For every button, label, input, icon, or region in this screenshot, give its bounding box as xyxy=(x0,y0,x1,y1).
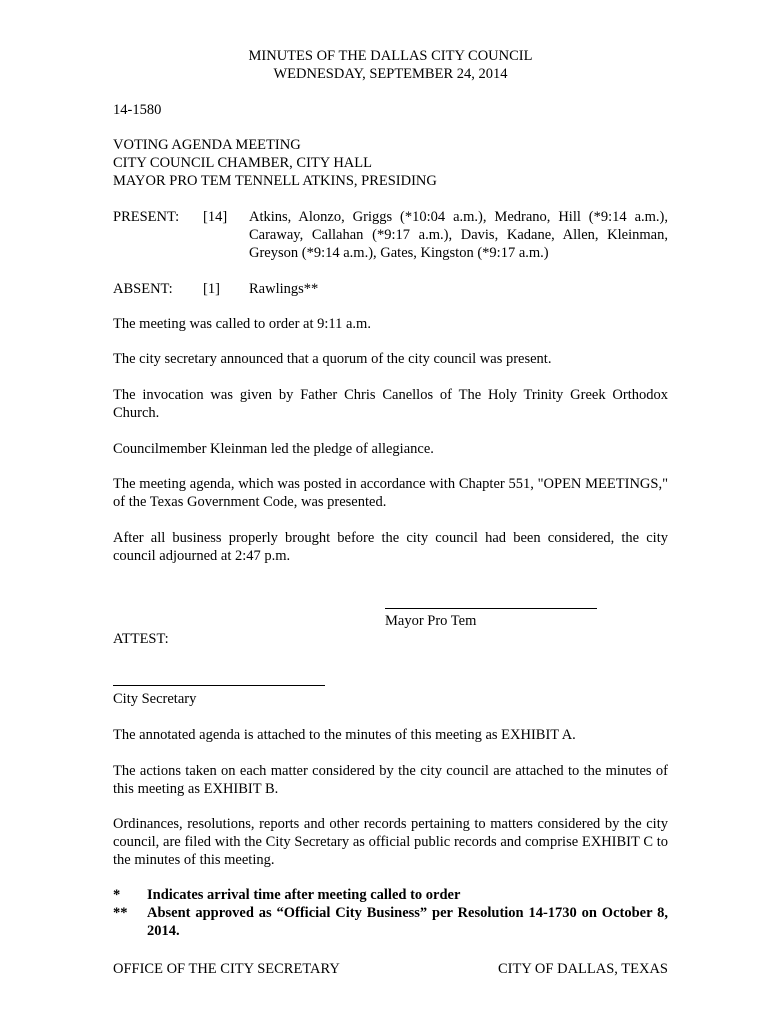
footnote-text: Absent approved as “Official City Business” per Resolution 14-1730 on October 8, 2014. xyxy=(147,905,668,939)
quorum-paragraph: The city secretary announced that a quorum of the city council was present. xyxy=(113,351,552,367)
exhibit-a-paragraph: The annotated agenda is attached to the minutes of this meeting as EXHIBIT A. xyxy=(113,727,576,743)
adjournment-paragraph: After all business properly brought before the city council had been considered, the city council adjourned at 2:47 p.m. xyxy=(113,530,668,564)
mayor-signature-label: Mayor Pro Tem xyxy=(385,613,477,629)
meeting-type: VOTING AGENDA MEETING xyxy=(113,137,301,153)
document-number: 14-1580 xyxy=(113,102,162,118)
footnote-item xyxy=(113,904,668,939)
invocation-paragraph: The invocation was given by Father Chris Canellos of The Holy Trinity Greek Orthodox Church. xyxy=(113,387,668,421)
present-names: Atkins, Alonzo, Griggs (*10:04 a.m.), Medrano, Hill (*9:14 a.m.), Caraway, Callahan (*9:17 a.m.), Davis, Kadane, Allen, Kleinman, Greyson (*9:14 a.m.), Gates, Kingston (*9:17 a.m.) xyxy=(249,209,668,261)
absent-row xyxy=(113,280,668,298)
present-count: [14] xyxy=(203,209,228,225)
document-date: WEDNESDAY, SEPTEMBER 24, 2014 xyxy=(273,66,508,82)
call-to-order-paragraph: The meeting was called to order at 9:11 a.m. xyxy=(113,316,371,332)
document-title: MINUTES OF THE DALLAS CITY COUNCIL xyxy=(248,48,533,64)
agenda-paragraph: The meeting agenda, which was posted in accordance with Chapter 551, "OPEN MEETINGS," of the Texas Government Code, was presented. xyxy=(113,476,668,510)
footnote-item xyxy=(113,886,668,904)
mayor-signature-line xyxy=(385,608,597,609)
secretary-signature-label: City Secretary xyxy=(113,691,197,707)
minutes-page xyxy=(113,0,668,1024)
present-label: PRESENT: xyxy=(113,209,180,225)
attest-label: ATTEST: xyxy=(113,631,169,647)
pledge-paragraph: Councilmember Kleinman led the pledge of allegiance. xyxy=(113,441,434,457)
absent-label: ABSENT: xyxy=(113,281,173,297)
meeting-presiding: MAYOR PRO TEM TENNELL ATKINS, PRESIDING xyxy=(113,173,437,189)
meeting-location: CITY COUNCIL CHAMBER, CITY HALL xyxy=(113,155,372,171)
exhibit-b-paragraph: The actions taken on each matter considered by the city council are attached to the minutes of this meeting as EXHIBIT B. xyxy=(113,763,668,797)
footnote-marker: ** xyxy=(113,905,128,921)
footnote-marker: * xyxy=(113,887,121,903)
present-row xyxy=(113,208,668,261)
footnote-text: Indicates arrival time after meeting called to order xyxy=(147,887,461,903)
absent-names: Rawlings** xyxy=(249,281,319,297)
page-footer xyxy=(113,960,668,978)
exhibit-c-paragraph: Ordinances, resolutions, reports and other records pertaining to matters considered by the city council, are filed with the City Secretary as official public records and comprise EXHIBIT C to the minutes of this meeting. xyxy=(113,816,668,868)
secretary-signature-line xyxy=(113,685,325,686)
footer-office: OFFICE OF THE CITY SECRETARY xyxy=(113,961,340,977)
footer-city: CITY OF DALLAS, TEXAS xyxy=(498,961,668,977)
absent-count: [1] xyxy=(203,281,220,297)
